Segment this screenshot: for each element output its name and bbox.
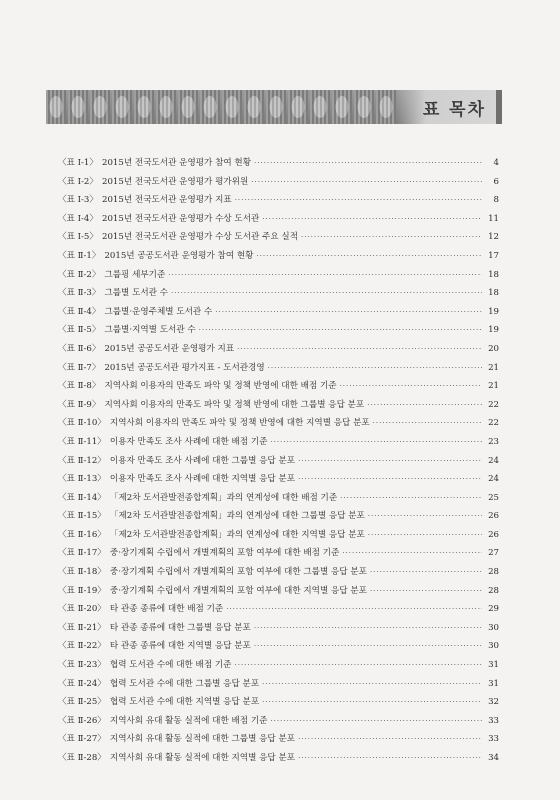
toc-entry-title: 협력 도서관 수에 대한 지역별 응답 분포 (109, 697, 260, 708)
dot-leader (268, 359, 482, 378)
toc-entry-page: 33 (488, 734, 499, 745)
toc-entry-page: 11 (488, 213, 499, 224)
toc-entry-page: 27 (488, 548, 499, 559)
toc-entry-title: 이용자 만족도 조사 사례에 대한 지역별 응답 분포 (109, 474, 296, 485)
toc-entry-label: 〈표 Ⅱ-1〉 (58, 250, 101, 261)
toc-entry[interactable] (58, 489, 499, 508)
toc-entry-page: 31 (488, 660, 499, 671)
toc-entry-title: 그룹별 도서관 수 (104, 288, 169, 299)
toc-entry-label: 〈표 Ⅱ-25〉 (58, 697, 106, 708)
toc-entry[interactable] (58, 377, 499, 396)
dot-leader (256, 247, 482, 266)
toc-entry-label: 〈표 Ⅱ-26〉 (58, 715, 106, 726)
dot-leader (368, 526, 482, 545)
dot-leader (270, 433, 482, 452)
toc-entry-page: 12 (488, 232, 499, 243)
toc-entry-title: 2015년 공공도서관 운영평가 참여 현황 (104, 250, 254, 261)
toc-entry-page: 24 (488, 474, 499, 485)
toc-entry-page: 20 (488, 343, 499, 354)
toc-entry[interactable] (58, 712, 499, 731)
toc-entry-label: 〈표 Ⅱ-18〉 (58, 567, 106, 578)
toc-entry-title: 중·장기계획 수립에서 개별계획의 포함 여부에 대한 배점 기준 (109, 548, 340, 559)
toc-entry-title: 타 관종 종류에 대한 그룹별 응답 분포 (109, 622, 251, 633)
toc-entry[interactable] (58, 693, 499, 712)
toc-entry-title: 타 관종 종류에 대한 배점 기준 (109, 604, 224, 615)
toc-entry-title: 지역사회 유대 활동 실적에 대한 그룹별 응답 분포 (109, 734, 296, 745)
dot-leader (262, 693, 482, 712)
toc-entry-label: 〈표 Ⅱ-12〉 (58, 455, 106, 466)
section-header-band (46, 90, 502, 124)
toc-entry-title: 「제2차 도서관발전종합계획」과의 연계성에 대한 배점 기준 (109, 492, 338, 503)
toc-entry-page: 28 (488, 585, 499, 596)
toc-entry-page: 22 (488, 418, 499, 429)
toc-entry[interactable] (58, 414, 499, 433)
dot-leader (298, 730, 482, 749)
toc-entry[interactable] (58, 210, 499, 229)
toc-entry-page: 22 (488, 399, 499, 410)
toc-entry-page: 29 (488, 604, 499, 615)
dot-leader (262, 210, 482, 229)
dot-leader (367, 396, 482, 415)
toc-entry[interactable] (58, 637, 499, 656)
toc-entry[interactable] (58, 675, 499, 694)
dot-leader (370, 563, 482, 582)
toc-entry-label: 〈표 Ⅱ-7〉 (58, 362, 101, 373)
toc-entry[interactable] (58, 321, 499, 340)
toc-entry[interactable] (58, 247, 499, 266)
toc-entry-title: 2015년 전국도서관 운영평가 수상 도서관 (102, 213, 260, 224)
dot-leader (270, 712, 482, 731)
toc-entry-title: 2015년 전국도서관 운영평가 평가위원 (102, 176, 249, 187)
dot-leader (262, 675, 482, 694)
toc-entry[interactable] (58, 266, 499, 285)
toc-entry-label: 〈표 Ⅱ-3〉 (58, 288, 101, 299)
toc-entry[interactable] (58, 470, 499, 489)
toc-entry-title: 2015년 전국도서관 운영평가 지표 (102, 195, 232, 206)
toc-entry[interactable] (58, 619, 499, 638)
dot-leader (370, 582, 482, 601)
dot-leader (373, 414, 482, 433)
toc-entry-page: 33 (488, 715, 499, 726)
dot-leader (199, 321, 482, 340)
dot-leader (340, 489, 482, 508)
toc-entry-title: 그룹별·운영주체별 도서관 수 (104, 306, 213, 317)
toc-entry-title: 지역사회 이용자의 만족도 파악 및 정책 반영에 대한 그룹별 응답 분포 (104, 399, 365, 410)
toc-entry-title: 그룹별·지역별 도서관 수 (104, 325, 196, 336)
toc-entry-page: 23 (488, 436, 499, 447)
toc-entry[interactable] (58, 563, 499, 582)
toc-entry[interactable] (58, 154, 499, 173)
toc-entry-label: 〈표 Ⅱ-22〉 (58, 641, 106, 652)
dot-leader (301, 228, 482, 247)
toc-entry-page: 19 (488, 306, 499, 317)
dot-leader (298, 452, 482, 471)
header-title-box (396, 90, 496, 124)
dot-leader (368, 507, 482, 526)
toc-entry-label: 〈표 Ⅱ-28〉 (58, 753, 106, 763)
toc-entry-label: 〈표 Ⅱ-13〉 (58, 474, 106, 485)
dot-leader (340, 377, 482, 396)
header-end-cap (496, 90, 502, 124)
toc-entry-label: 〈표 Ⅱ-27〉 (58, 734, 106, 745)
toc-entry-page: 18 (488, 288, 499, 299)
toc-entry-page: 24 (488, 455, 499, 466)
toc-entry-title: 지역사회 이용자의 만족도 파악 및 정책 반영에 대한 지역별 응답 분포 (109, 418, 370, 429)
toc-entry-label: 〈표 Ⅱ-6〉 (58, 343, 101, 354)
toc-entry-title: 지역사회 유대 활동 실적에 대한 지역별 응답 분포 (109, 753, 296, 763)
toc-entry-page: 30 (488, 641, 499, 652)
toc-entry-title: 지역사회 이용자의 만족도 파악 및 정책 반영에 대한 배점 기준 (104, 381, 337, 392)
toc-entry-title: 이용자 만족도 조사 사례에 대한 그룹별 응답 분포 (109, 455, 296, 466)
dot-leader (298, 749, 482, 768)
toc-entry-title: 2015년 공공도서관 운영평가 지표 (104, 343, 235, 354)
toc-entry-title: 중·장기계획 수립에서 개별계획의 포함 여부에 대한 지역별 응답 분포 (109, 585, 367, 596)
toc-entry-label: 〈표 Ⅱ-17〉 (58, 548, 106, 559)
toc-entry-label: 〈표 Ⅱ-21〉 (58, 622, 106, 633)
toc-entry-label: 〈표 Ⅰ-2〉 (58, 176, 98, 187)
dot-leader (235, 191, 482, 210)
toc-entry-page: 19 (488, 325, 499, 336)
toc-entry-page: 26 (488, 511, 499, 522)
toc-entry[interactable] (58, 228, 499, 247)
toc-entry[interactable] (58, 173, 499, 192)
toc-entry[interactable] (58, 582, 499, 601)
toc-entry-page: 21 (488, 362, 499, 373)
toc-entry[interactable] (58, 730, 499, 749)
toc-entry-title: 협력 도서관 수에 대한 그룹별 응답 분포 (109, 678, 260, 689)
toc-entry-page: 8 (493, 195, 499, 206)
toc-entry-title: 2015년 전국도서관 운영평가 수상 도서관 주요 실적 (102, 232, 298, 243)
toc-entry-label: 〈표 Ⅱ-19〉 (58, 585, 106, 596)
toc-entry[interactable] (58, 656, 499, 675)
toc-entry-page: 32 (488, 697, 499, 708)
toc-entry-label: 〈표 Ⅱ-16〉 (58, 529, 106, 540)
toc-entry[interactable] (58, 452, 499, 471)
toc-entry-page: 25 (488, 492, 499, 503)
toc-entry[interactable] (58, 507, 499, 526)
table-of-tables-list (58, 154, 499, 768)
dot-leader (237, 340, 482, 359)
toc-entry-label: 〈표 Ⅰ-1〉 (58, 158, 98, 168)
toc-entry[interactable] (58, 396, 499, 415)
toc-entry-title: 이용자 만족도 조사 사례에 대한 배점 기준 (109, 436, 268, 447)
dot-leader (168, 266, 482, 285)
toc-entry-title: 그룹핑 세부기준 (104, 269, 166, 280)
toc-entry-page: 26 (488, 529, 499, 540)
toc-entry[interactable] (58, 749, 499, 768)
toc-entry-page: 21 (488, 381, 499, 392)
toc-entry-page: 28 (488, 567, 499, 578)
toc-entry-page: 6 (493, 176, 499, 187)
toc-entry[interactable] (58, 284, 499, 303)
toc-entry-title: 지역사회 유대 활동 실적에 대한 배점 기준 (109, 715, 268, 726)
toc-entry-page: 31 (488, 678, 499, 689)
toc-entry-label: 〈표 Ⅰ-4〉 (58, 213, 98, 224)
dot-leader (215, 303, 482, 322)
toc-entry[interactable] (58, 600, 499, 619)
toc-entry-label: 〈표 Ⅱ-23〉 (58, 660, 106, 671)
toc-entry-label: 〈표 Ⅰ-5〉 (58, 232, 98, 243)
toc-entry[interactable] (58, 340, 499, 359)
toc-entry-label: 〈표 Ⅱ-15〉 (58, 511, 106, 522)
toc-entry-label: 〈표 Ⅱ-2〉 (58, 269, 101, 280)
toc-entry-label: 〈표 Ⅱ-14〉 (58, 492, 106, 503)
toc-entry-title: 중·장기계획 수립에서 개별계획의 포함 여부에 대한 그룹별 응답 분포 (109, 567, 367, 578)
toc-entry[interactable] (58, 359, 499, 378)
toc-entry-label: 〈표 Ⅱ-24〉 (58, 678, 106, 689)
toc-entry-title: 「제2차 도서관발전종합계획」과의 연계성에 대한 지역별 응답 분포 (109, 529, 365, 540)
toc-entry-label: 〈표 Ⅱ-10〉 (58, 418, 106, 429)
dot-leader (226, 600, 482, 619)
toc-entry-title: 협력 도서관 수에 대한 배점 기준 (109, 660, 232, 671)
toc-entry-label: 〈표 Ⅱ-11〉 (58, 436, 106, 447)
toc-entry[interactable] (58, 526, 499, 545)
dot-leader (254, 619, 482, 638)
dot-leader (298, 470, 482, 489)
toc-entry-title: 타 관종 종류에 대한 지역별 응답 분포 (109, 641, 251, 652)
toc-entry-label: 〈표 Ⅱ-4〉 (58, 306, 101, 317)
toc-entry-title: 2015년 공공도서관 평가지표 - 도서관경영 (104, 362, 265, 373)
dot-leader (254, 154, 482, 173)
toc-entry-label: 〈표 Ⅱ-9〉 (58, 399, 101, 410)
page-title: 표 목차 (422, 99, 486, 120)
toc-entry[interactable] (58, 303, 499, 322)
toc-entry-page: 4 (493, 158, 499, 168)
dot-leader (171, 284, 482, 303)
toc-entry-page: 34 (488, 753, 499, 763)
toc-entry-page: 17 (488, 250, 499, 261)
toc-entry-label: 〈표 Ⅱ-20〉 (58, 604, 106, 615)
dot-leader (235, 656, 483, 675)
dot-leader (254, 637, 482, 656)
toc-entry[interactable] (58, 433, 499, 452)
toc-entry-page: 18 (488, 269, 499, 280)
dot-leader (342, 544, 482, 563)
toc-entry[interactable] (58, 191, 499, 210)
toc-entry-label: 〈표 Ⅰ-3〉 (58, 195, 98, 206)
toc-entry-label: 〈표 Ⅱ-5〉 (58, 325, 101, 336)
toc-entry-label: 〈표 Ⅱ-8〉 (58, 381, 101, 392)
toc-entry-title: 「제2차 도서관발전종합계획」과의 연계성에 대한 그룹별 응답 분포 (109, 511, 365, 522)
toc-entry-title: 2015년 전국도서관 운영평가 참여 현황 (102, 158, 252, 168)
toc-entry[interactable] (58, 544, 499, 563)
dot-leader (251, 173, 482, 192)
toc-entry-page: 30 (488, 622, 499, 633)
